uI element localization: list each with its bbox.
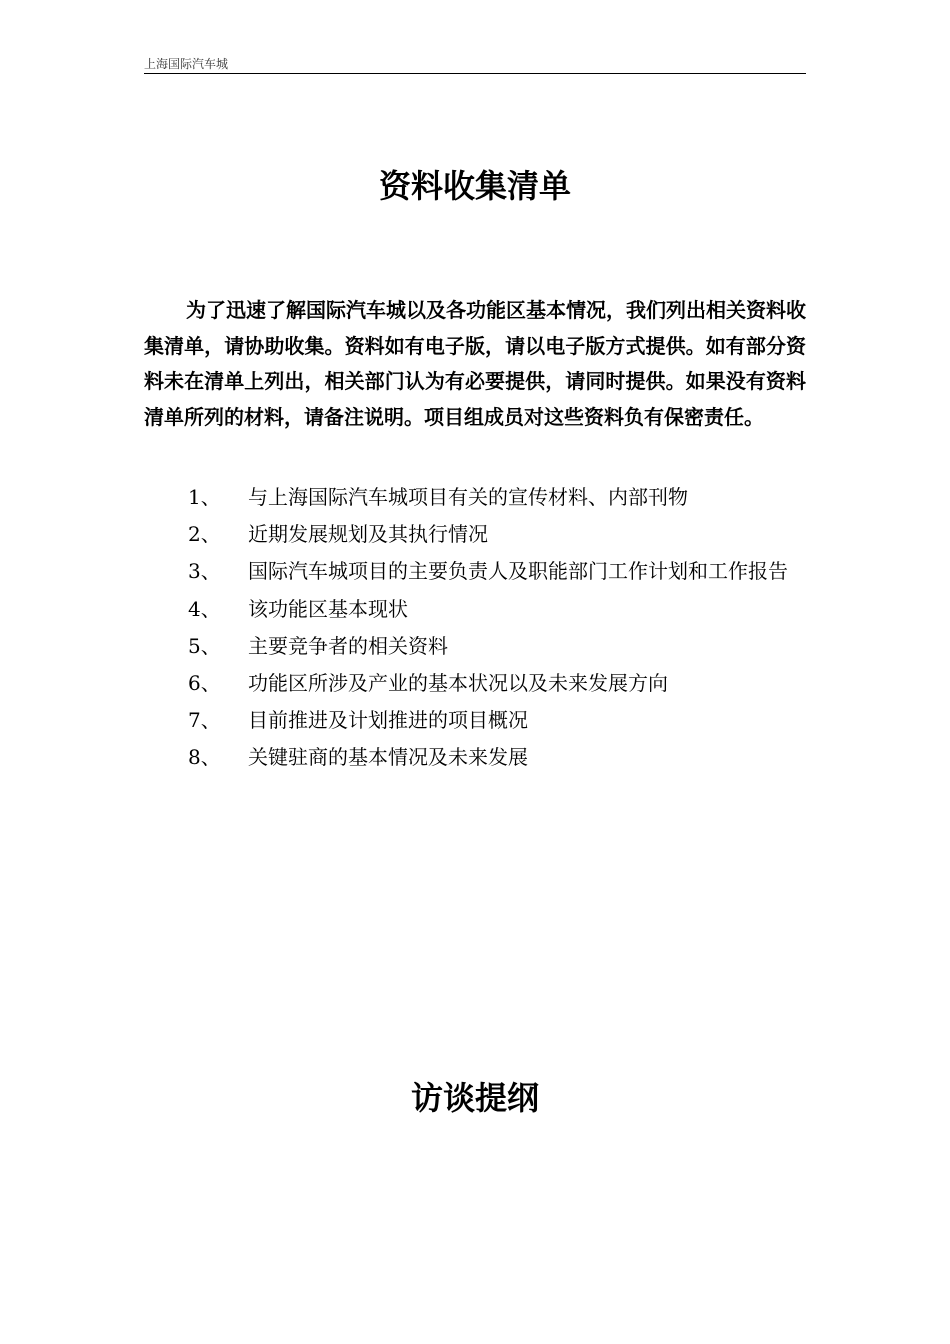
page-header: [144, 55, 806, 74]
list-item: [144, 479, 806, 516]
list-item: [144, 628, 806, 665]
page-title: 资料收集清单: [378, 167, 571, 205]
checklist: [144, 479, 806, 777]
list-item: [144, 702, 806, 739]
list-item-text: 功能区所涉及产业的基本状况以及未来发展方向: [248, 671, 668, 696]
list-item-text: 国际汽车城项目的主要负责人及职能部门工作计划和工作报告: [248, 559, 788, 584]
list-item: [144, 591, 806, 628]
list-item-number: 7、: [188, 708, 221, 733]
list-item-number: 2、: [188, 522, 221, 547]
list-item-text: 该功能区基本现状: [248, 596, 408, 621]
list-item-number: 3、: [188, 559, 221, 584]
list-item: [144, 665, 806, 702]
section-title: 访谈提纲: [410, 1079, 539, 1117]
list-item-text: 与上海国际汽车城项目有关的宣传材料、内部刊物: [248, 485, 688, 509]
list-item-number: 6、: [188, 671, 221, 696]
list-item-text: 目前推进及计划推进的项目概况: [248, 708, 528, 733]
list-item: [144, 516, 806, 553]
list-item-text: 关键驻商的基本情况及未来发展: [248, 745, 528, 770]
intro-paragraph: 为了迅速了解国际汽车城以及各功能区基本情况，我们列出相关资料收集清单，请协助收集。资料如有电子版，请以电子版方式提供。如有部分资料未在清单上列出，相关部门认为有必要提供，请同时提供。如果没有资料清单所列的材料，请备注说明。项目组成员对这些资料负有保密责任。: [144, 298, 806, 429]
list-item-number: 8、: [188, 745, 221, 770]
list-item-number: 5、: [188, 633, 221, 658]
list-item-number: 4、: [188, 596, 221, 621]
list-item-text: 主要竞争者的相关资料: [248, 633, 448, 658]
header-text: 上海国际汽车城: [144, 57, 229, 71]
list-item: [144, 553, 806, 590]
list-item-text: 近期发展规划及其执行情况: [248, 522, 488, 547]
list-item: [144, 739, 806, 776]
list-item-number: 1、: [188, 485, 221, 509]
